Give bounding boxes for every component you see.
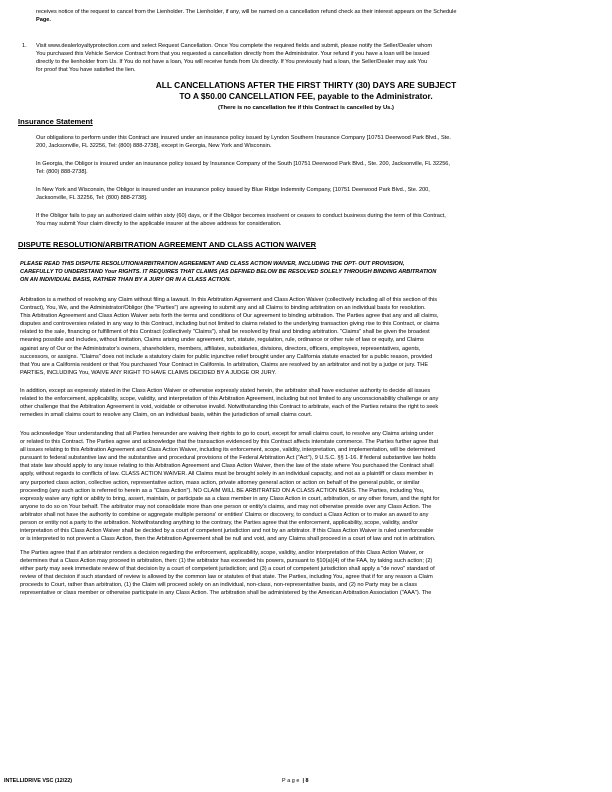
cancellation-instructions (36, 42, 592, 74)
text-line: determines that a Class Action may proceed in arbitration, then: (1) the arbitrator has exceeded his powers, pursuant to §10(a)(4) of the FAA, by taking such action; (2) (20, 558, 433, 565)
insurance-paragraph (36, 160, 592, 176)
text-line: remedies in small claims court to resolve any Claim, on an individual basis, within the jurisdiction of small claims court. (20, 412, 313, 419)
page-separator: | (302, 778, 305, 784)
arbitration-paragraph (20, 387, 592, 419)
text-line: meaning possible and includes, without limitation, Claims arising under agreement, tort, statute, regulation, rule, ordinance or other rule of law or equity, and Claims (20, 337, 424, 344)
text-line: Arbitration is a method of resolving any Claim without filing a lawsuit. In this Arbitration Agreement and Class Action Waiver (collectively including all of this section of this (20, 297, 438, 303)
text-line: interpretation of this Class Action Waiver shall be decided by a court of competent jurisdiction and not by an arbitrator. If this Class Action Waiver is ruled unenforceable (20, 528, 434, 535)
text-line: related to the sale, financing or fulfillment of this Contract (collectively "Claims"), shall be resolved by final and binding arbitration. "Claims" shall be given the broadest (20, 329, 430, 336)
text-line: person or entity not a party to the arbitration. Notwithstanding anything to the contrary, the Parties agree that the enforcement, applicability, scope, validity, and/or (20, 520, 418, 527)
text-line: You may submit Your claim directly to the applicable insurer at the above address for consideration. (36, 221, 282, 228)
text-line: for proof that You have satisfied the lien. (36, 67, 136, 74)
insurance-statement-heading: Insurance Statement (18, 117, 93, 126)
arbitration-paragraph (20, 549, 592, 598)
text-line: anyone to do so on Your behalf. The arbitrator may not consolidate more than one person or entity's claims, and may not otherwise preside over any Class Action. The (20, 503, 432, 510)
text-line: Contract), You, We, and the Administrator/Obligor (the "Parties") are agreeing to submit any and all Claims to binding arbitration on an individual basis for resolution. (20, 305, 426, 312)
text-line: CAREFULLY TO UNDERSTAND Your RIGHTS. IT REQUIRES THAT CLAIMS (AS DEFINED BELOW BE RESOLVED SOLELY THROUGH BINDING ARBITRATION (20, 269, 437, 276)
insurance-paragraph (36, 186, 592, 202)
text-line: or is interpreted to not prevent a Class Action, then the Arbitration Agreement shall be null and void, and any Claims shall proceed in a court of law and not in arbitration. (20, 536, 436, 543)
text-line: PLEASE READ THIS DISPUTE RESOLUTION/ARBITRATION AGREEMENT AND CLASS ACTION WAIVER, INCLUDING THE OPT- OUT PROVISION, (20, 261, 405, 267)
text-line: Our obligations to perform under this Contract are insured under an insurance policy issued by Lyndon Southern Insurance Company [10751 Deerwood Park Blvd., Ste. (36, 135, 451, 141)
cancellation-fee-notice: TO A $50.00 CANCELLATION FEE, payable to the Administrator. (179, 91, 433, 101)
text-line: This Arbitration Agreement and Class Action Waiver sets forth the terms and conditions of Our agreement to binding arbitration. The Parties agree that any and all claims, (20, 313, 439, 320)
text-line: In New York and Wisconsin, the Obligor is insured under an insurance policy issued by Blue Ridge Indemnity Company, [10751 Deerwood Park Blvd., Ste. 200, (36, 187, 430, 193)
text-line: ON AN INDIVIDUAL BASIS, RATHER THAN BY A JURY OR IN A CLASS ACTION. (20, 277, 231, 284)
text-line: that state law should apply to any issue relating to this Arbitration Agreement and Class Action Waiver, then the law of the state where You purchased the Contract shall (20, 463, 434, 470)
text-line: that You are a California resident or that You purchased Your Contract in California. In arbitration, Claims are resolved by an arbitrator and not by a judge or jury. THE (20, 361, 429, 368)
dispute-intro (20, 260, 592, 284)
text-line: receives notice of the request to cancel from the Lienholder. The Lienholder, if any, will be named on a cancellation refund check as their interest appears on the Schedule (36, 9, 457, 15)
page-number (282, 778, 309, 784)
text-line: Tel: (800) 888-2738]. (36, 169, 88, 176)
text-line: or related to this Contract. The Parties agree and acknowledge that the transaction evidenced by this Contract affects interstate commerce. The Parties further agree that (20, 439, 439, 446)
text-line: any purported class action, collective action, representative action, mass action, private attorney general action or action on behalf of the general public, or similar (20, 479, 420, 486)
footer-form-id: INTELLIDRIVE VSC (12/22) (4, 778, 72, 784)
item-number: 1. (22, 43, 27, 49)
text-line: against any of Our or the Administrator's owners, shareholders, members, affiliates, subsidiaries, divisions, directors, officers, employees, representatives, agents, (20, 345, 421, 352)
insurance-paragraph (36, 134, 592, 150)
text-line: all issues relating to this Arbitration Agreement and Class Action Waiver, including its enforcement, scope, validity, interpretation, and implementation, will be determined (20, 447, 436, 454)
text-line: You acknowledge Your understanding that all Parties hereunder are waiving their rights to go to court, except for small claims court, to resolve any Claims arising under (20, 431, 434, 437)
text-line: pursuant to federal substantive law and the substantive and procedural provisions of the Federal Arbitration Act ("Act"), 9 U.S.C. §§ 1-16. If federal substantive law holds (20, 455, 436, 462)
text-line: apply, without regards to conflicts of law. CLASS ACTION WAIVER. All Claims must be brought solely in an individual capacity, and not as a plaintiff or class member in (20, 471, 433, 478)
page-number-value: 8 (305, 778, 309, 784)
text-line: Page. (36, 17, 51, 24)
page-word: Page (282, 778, 301, 784)
text-line: related to the enforcement, applicability, scope, validity, and interpretation of this Arbitration Agreement, including but not limited to any unconscionability challenge or any (20, 396, 439, 403)
text-line: other challenge that the Arbitration Agreement is void, voidable or otherwise invalid. Notwithstanding this Contract to arbitrate, each of the Parties retains the right to seek (20, 404, 439, 411)
text-line: You purchased this Vehicle Service Contract from that you requested a cancellation directly from the Administrator. Your refund if you have a loan will be issued (36, 51, 430, 58)
top-paragraph (36, 8, 592, 24)
text-line: 200, Jacksonville, FL 32256, Tel: (800) 888-2738], except in Georgia, New York and Wisconsin. (36, 143, 272, 150)
arbitration-paragraph (20, 296, 592, 377)
class-action-waiver-paragraph (20, 430, 592, 543)
text-line: disputes and controversies related in any way to this Contract, including but not limited to claims related to the underlying transaction giving rise to this Contract, or claims (20, 321, 440, 328)
text-line: PARTIES, INCLUDING You, WAIVE ANY RIGHT TO HAVE CLAIMS DECIDED BY A JUDGE OR JURY. (20, 369, 277, 376)
text-line: directly to the lienholder from Us. If You do not have a loan, You will receive funds from Us directly. If You previously had a loan, the Seller/Dealer may ask You (36, 59, 428, 66)
cancellation-fee-notice: ALL CANCELLATIONS AFTER THE FIRST THIRTY (30) DAYS ARE SUBJECT (155, 80, 457, 90)
cancellation-fee-note: (There is no cancellation fee if this Contract is cancelled by Us.) (218, 105, 394, 111)
text-line: expressly waive any right or ability to bring, assert, maintain, or participate as a class member in any Class Action in court, arbitration, or any other forum, and the right for (20, 495, 440, 502)
text-line: Visit www.dealerloyaltyprotection.com and select Request Cancellation. Once You complete the required fields and submit, please notify the Seller/Dealer whom (36, 43, 433, 49)
dispute-resolution-heading: DISPUTE RESOLUTION/ARBITRATION AGREEMENT AND CLASS ACTION WAIVER (18, 240, 317, 249)
text-line: representative or class member or otherwise participate in any Class Action. The arbitration shall be administered by the American Arbitration Association ("AAA"). The (20, 590, 432, 597)
insurance-paragraph (36, 212, 592, 228)
text-line: successors, or assigns. "Claims" does not include a statutory claim for public injunctive relief brought under any California statute enacted for a public reason, provided (20, 353, 433, 360)
text-line: In addition, except as expressly stated in the Class Action Waiver or otherwise expressly stated herein, the arbitrator shall have exclusive authority to decide all issues (20, 388, 431, 394)
text-line: If the Obligor fails to pay an authorized claim within sixty (60) days, or if the Obligor becomes insolvent or ceases to conduct business during the term of this Contract, (36, 213, 446, 219)
text-line: The Parties agree that if an arbitrator renders a decision regarding the enforcement, applicability, scope, validity, and/or interpretation of this Class Action Waiver, or (20, 550, 424, 556)
text-line: arbitrator shall not have the authority to combine or aggregate multiple persons' or entities' Claims or discovery, to conduct a Class Action or to make an award to any (20, 511, 429, 518)
text-line: proceeding (any such action is referred to herein as a "Class Action"). NO CLAIM WILL BE ARBITRATED ON A CLASS ACTION BASIS. The Parties, including You, (20, 487, 425, 494)
text-line: In Georgia, the Obligor is insured under an insurance policy issued by Insurance Company of the South [10751 Deerwood Park Blvd., Ste. 200, Jacksonville, FL 32256, (36, 161, 450, 167)
text-line: Jacksonville, FL 32256, Tel: (800) 888-2738]. (36, 195, 148, 202)
text-line: proceeds to Court, rather than arbitration, (1) the Claim will proceed solely on an individual, non-class, non-representative basis, and (2) no Party may be a class (20, 582, 418, 589)
text-line: review of that decision if such standard of review is allowed by the common law or statutes of that state. The Parties, including You, agree that if for any reason a Claim (20, 574, 433, 581)
text-line: either party may seek immediate review of that decision by a court of competent jurisdiction; and (3) a court of competent jurisdiction shall apply a "de novo" standard of (20, 566, 435, 573)
